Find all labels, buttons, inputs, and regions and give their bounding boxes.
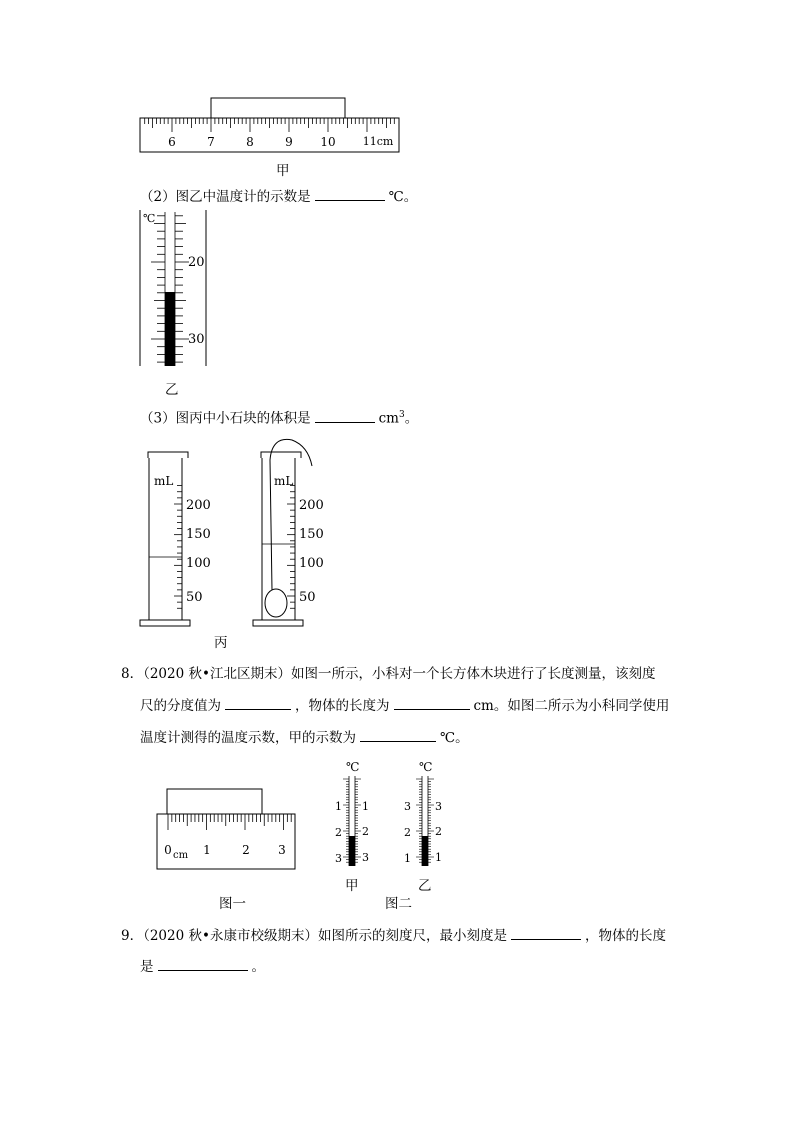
- fig1-label-2: 2: [242, 843, 250, 857]
- q9-line2: [140, 956, 265, 977]
- fig2-yi-right-3: 3: [435, 800, 442, 813]
- fig2-yi-left-2: 2: [404, 826, 411, 839]
- cyl-right-unit: mL: [274, 474, 294, 488]
- q7-3-tail: 。: [404, 410, 419, 427]
- cyl-right-100: 100: [299, 556, 324, 571]
- ruler-label-6: 6: [168, 135, 176, 149]
- q9-line2-a: 是: [140, 959, 154, 975]
- q8-line3-b: ℃。: [440, 730, 469, 746]
- q8-line1: 8．（2020 秋•江北区期末）如图一所示，小科对一个长方体木块进行了长度测量，该刻度: [121, 666, 656, 682]
- fig2-jia-right-2: 2: [362, 825, 369, 838]
- caption-jia: 甲: [276, 163, 290, 179]
- q9-line1: [121, 925, 666, 946]
- cyl-right-200: 200: [299, 498, 324, 513]
- answer-blank[interactable]: [158, 956, 248, 971]
- fig2-yi-left-1: 1: [404, 852, 411, 865]
- fig2-jia-right-1: 1: [362, 800, 369, 813]
- fig1-unit: cm: [173, 850, 189, 861]
- q9-line2-b: 。: [251, 959, 265, 975]
- caption-fig2: 图二: [385, 896, 412, 912]
- q9-line1-b: ，物体的长度: [584, 928, 666, 944]
- answer-blank[interactable]: [511, 925, 581, 940]
- q7-3-text: （3）图丙中小石块的体积是: [140, 410, 311, 427]
- q7-2-text: （2）图乙中温度计的示数是: [140, 189, 311, 205]
- fig2-yi-right-2: 2: [435, 825, 442, 838]
- mercury-column: [422, 836, 428, 866]
- fig2-yi-right-1: 1: [435, 851, 442, 864]
- caption-fig1: 图一: [219, 896, 246, 912]
- cyl-left-unit: mL: [154, 474, 174, 488]
- q7-3-unit: cm: [378, 410, 399, 427]
- q8-line2-a: 尺的分度值为: [140, 698, 221, 714]
- q8-line2-c: cm。如图二所示为小科同学使用: [473, 698, 670, 714]
- thermo-label-20: 20: [188, 255, 205, 270]
- fig2-jia-right-3: 3: [362, 851, 369, 864]
- caption-yi: 乙: [165, 382, 179, 398]
- fig1-label-1: 1: [203, 843, 211, 857]
- thermo-unit: ℃: [143, 212, 156, 225]
- fig2-jia-left-1: 1: [335, 800, 342, 813]
- fig2-jia-unit: ℃: [346, 760, 360, 774]
- thermo-label-30: 30: [188, 332, 205, 347]
- caption-bing: 丙: [214, 635, 228, 651]
- caption-fig2-yi: 乙: [418, 878, 432, 894]
- ruler-label-8: 8: [246, 135, 254, 149]
- mercury-column: [349, 836, 355, 866]
- q8-line2-b: ，物体的长度为: [295, 698, 390, 714]
- thermometer-yi: [404, 760, 442, 866]
- thermometer-jia: [335, 760, 369, 866]
- caption-fig2-jia: 甲: [345, 878, 359, 894]
- fig2-jia-left-3: 3: [335, 852, 342, 865]
- q9-line1-a: 9．（2020 秋•永康市校级期末）如图所示的刻度尺，最小刻度是: [121, 928, 507, 944]
- q7-2-unit: ℃。: [388, 189, 418, 205]
- q8-line3-a: 温度计测得的温度示数，甲的示数为: [140, 730, 356, 746]
- cyl-right-150: 150: [299, 527, 324, 542]
- fig2-yi-left-3: 3: [404, 800, 411, 813]
- q7-3-unit-exp: 3: [398, 410, 405, 420]
- ruler-label-11cm: 11cm: [362, 135, 394, 148]
- fig1-label-0: 0: [164, 843, 172, 857]
- fig2-yi-unit: ℃: [419, 760, 433, 774]
- fig2-jia-left-2: 2: [335, 826, 342, 839]
- cyl-left-150: 150: [186, 527, 211, 542]
- fig1-label-3: 3: [278, 843, 286, 857]
- cyl-left-50: 50: [186, 590, 203, 605]
- cyl-right-50: 50: [299, 590, 316, 605]
- ruler-label-7: 7: [207, 135, 215, 149]
- cyl-left-200: 200: [186, 498, 211, 513]
- ruler-label-10: 10: [320, 135, 336, 149]
- cyl-left-100: 100: [186, 556, 211, 571]
- ruler-label-9: 9: [285, 135, 293, 149]
